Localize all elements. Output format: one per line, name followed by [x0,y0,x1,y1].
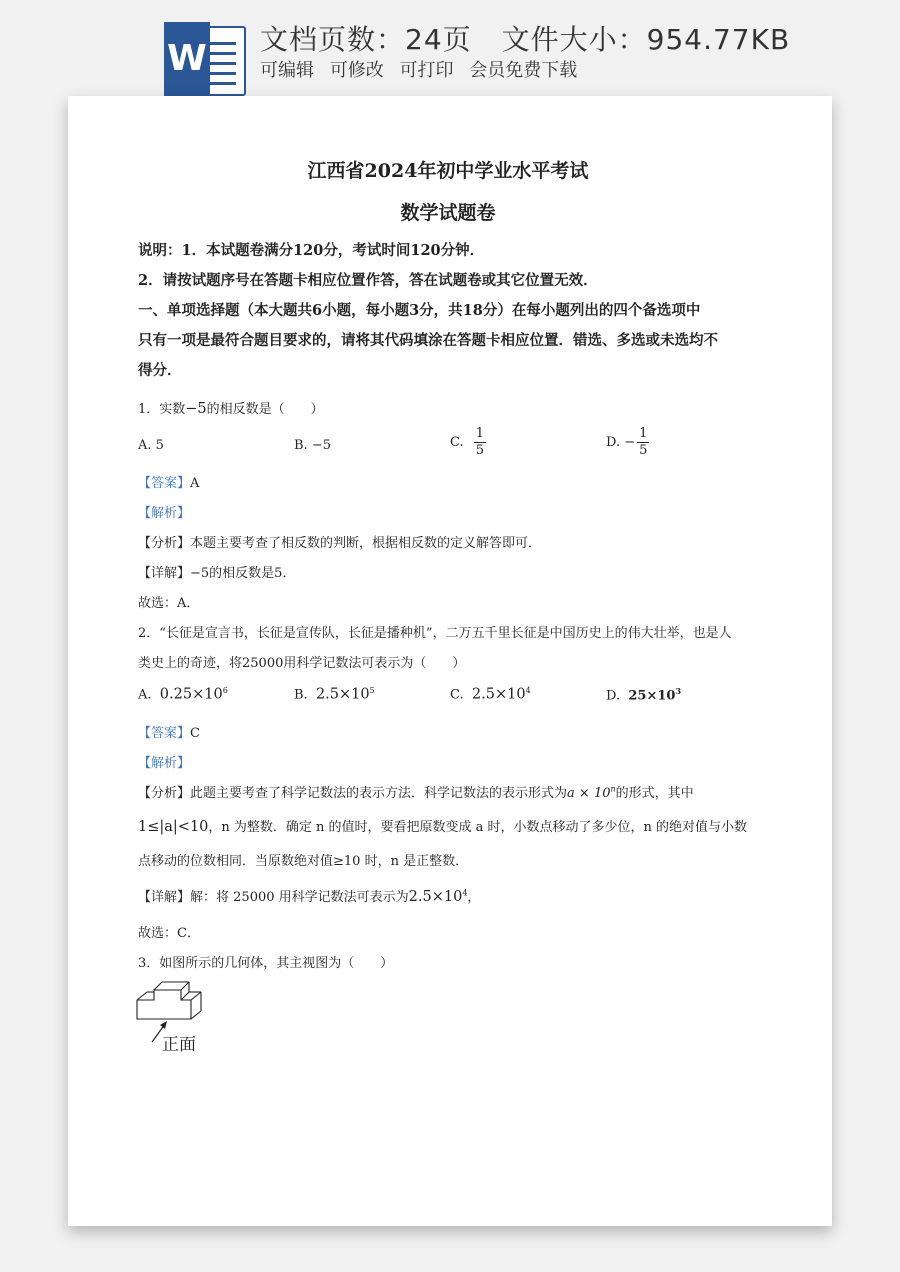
q1-option-c [450,426,486,459]
word-letter: W [164,22,210,96]
section-1-line-3: 得分． [138,362,182,379]
answer-tag: 【答案】 [138,726,191,741]
page-count: 文档页数：24页 [260,23,472,56]
question-1-stem [138,398,324,417]
word-document-icon [164,22,244,96]
q1-xiangjie: 【详解】−5的相反数是5． [138,566,296,581]
q1-option-d-sign: − [624,435,636,450]
q2-fenxi: 【分析】此题主要考查了科学记数法的表示方法．科学记数法的表示形式为$a \times 10^n$的形式，其中 [138,784,694,801]
front-label: 正面 [162,1035,196,1055]
q2-option-c: C. $2.5\times 10^4$ [450,686,531,703]
section-1-line-2: 只有一项是最符合题目要求的，请将其代码填涂在答题卡相应位置．错选、多选或未选均不 [138,332,718,349]
q2-stem-line-1: 2．“长征是宣言书，长征是宣传队，长征是播种机”，二万五千里长征是中国历史上的伟大壮举，也是人 [138,626,732,641]
q1-stem-prefix: 1．实数 [138,402,186,417]
q1-option-d-label: D. [606,435,621,450]
q1-analysis-tag: 【解析】 [138,506,191,521]
q1-stem-number: −5 [185,401,207,417]
q2-analysis-tag: 【解析】 [138,756,191,771]
feature-printable: 可打印 [399,60,454,81]
feature-member-download: 会员免费下载 [469,60,578,81]
q1-option-b: B. −5 [294,438,331,453]
q1-option-c-label: C. [450,435,464,450]
stepped-block-icon [134,978,210,1026]
answer-value: C [190,726,200,741]
q2-fenxi-line-2: 1≤|a|<10，n 为整数．确定 n 的值时，要看把原数变成 a 时，小数点移动了多少位，n 的绝对值与小数 [138,819,748,835]
feature-editable: 可编辑 [260,60,314,81]
answer-value: A [190,476,200,491]
document-title: 江西省2024年初中学业水平考试 [307,160,589,182]
q1-conclusion: 故选：A． [138,596,200,611]
banner-features [260,56,587,82]
feature-modifiable: 可修改 [329,60,384,81]
q1-stem-suffix: 的相反数是（ ） [206,402,324,417]
section-1-line-1: 一、单项选择题（本大题共6小题，每小题3分，共18分）在每小题列出的四个备选项中 [138,302,701,319]
q1-fenxi: 【分析】本题主要考查了相反数的判断，根据相反数的定义解答即可． [138,536,542,551]
q2-option-a: A. $0.25\times 10^6$ [138,686,228,703]
q2-option-b: B. $2.5\times 10^5$ [294,686,375,703]
q2-option-d: D. $25\times 10^3$ [606,686,682,704]
q3-geometry-figure [134,978,210,1026]
q1-answer [138,472,199,491]
q2-answer [138,722,200,741]
q2-fenxi-line-3: 点移动的位数相同．当原数绝对值≥10 时，n 是正整数． [138,854,469,869]
q2-conclusion: 故选：C． [138,926,200,941]
q1-option-a: A. 5 [138,438,164,453]
note-1: 说明：1．本试题卷满分120分，考试时间120分钟． [138,242,485,259]
document-subtitle: 数学试题卷 [400,202,496,224]
q1-option-d [606,426,649,459]
note-2: 2．请按试题序号在答题卡相应位置作答，答在试题卷或其它位置无效． [138,272,598,289]
document-page [68,96,832,1226]
q1-option-d-fraction: $\frac{1}{5}$ [639,426,648,458]
q2-stem-line-2: 类史上的奇迹，将25000用科学记数法可表示为（ ） [138,656,466,671]
file-size: 文件大小：954.77KB [501,23,791,56]
q3-stem: 3．如图所示的几何体，其主视图为（ ） [138,956,394,971]
q1-option-c-fraction: $\frac{1}{5}$ [475,426,485,458]
download-banner [0,0,900,100]
answer-tag: 【答案】 [138,476,191,491]
banner-title [260,18,790,58]
q2-xiangjie: 【详解】解：将 25000 用科学记数法可表示为$2.5\times 10^4$， [138,888,481,905]
